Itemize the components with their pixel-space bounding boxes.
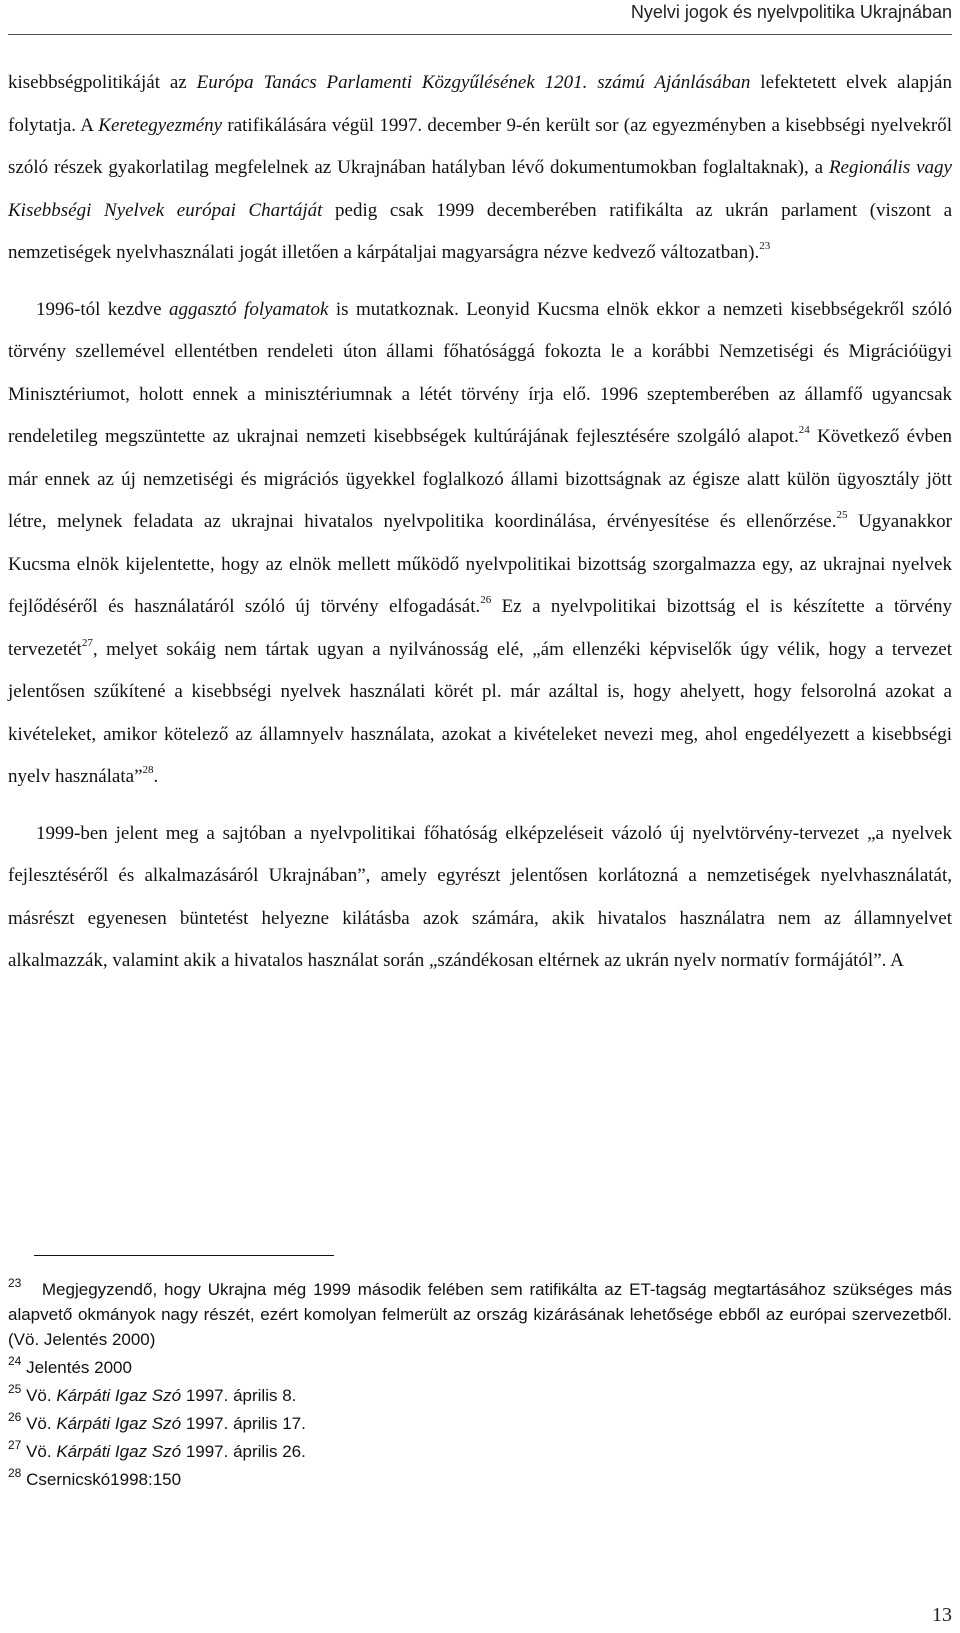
footnote-text: Vö. — [26, 1386, 57, 1405]
page-header — [0, 0, 960, 36]
header-divider — [8, 34, 952, 35]
footnote-ref-28[interactable]: 28 — [142, 764, 154, 776]
footnote-source: Kárpáti Igaz Szó — [56, 1386, 182, 1405]
footnote-26 — [8, 1411, 952, 1436]
text-run: kisebbségpolitikáját az — [8, 72, 197, 93]
page-number: 13 — [932, 1604, 952, 1626]
footnote-text: Vö. — [26, 1442, 57, 1461]
text-run: Ugyanakkor Kucsma elnök kijelentette, hogy az elnök mellett működő nyelvpolitikai bizottság szorgalmazza egy, az ukrajnai nyelvek fejlődéséről és használatáról szóló új törvény elfogadását. — [8, 511, 952, 617]
footnote-ref-27[interactable]: 27 — [81, 636, 93, 649]
footnote-number: 25 — [8, 1382, 22, 1396]
footnote-number: 28 — [8, 1466, 22, 1480]
paragraph-2 — [8, 289, 952, 799]
text-run: ratifikálására végül 1997. december 9-én került sor (az egyezményben a kisebbségi nyelvekről szóló részek gyakorlatilag megfelelnek az Ukrajnában hatályban lévő dokumentumokban foglaltaknak), a — [8, 114, 952, 178]
footnote-24 — [8, 1355, 952, 1380]
footnote-source: Kárpáti Igaz Szó — [56, 1442, 182, 1461]
paragraph-1 — [8, 62, 952, 275]
running-title: Nyelvi jogok és nyelvpolitika Ukrajnában — [630, 2, 952, 22]
italic-run: aggasztó folyamatok — [169, 298, 329, 320]
text-run: pedig csak 1999 decemberében ratifikálta az ukrán parlament (viszont a nemzetiségek nyelvhasználati jogát illetően a kárpátaljai magyarságra nézve kedvező változatban). — [8, 199, 953, 263]
text-run: ” — [134, 766, 143, 787]
footnote-28 — [8, 1467, 952, 1492]
footnote-text: Megjegyzendő, hogy Ukrajna még 1999 második felében sem ratifikálta az ET-tagság megtartásához szükséges más alapvető okmányok nagy részét, ezért komolyan felmerült az ország kizárásának lehetősége ebből az európai szervezetből. (Vö. Jelentés 2000) — [8, 1280, 952, 1349]
footnote-separator — [34, 1255, 334, 1256]
footnote-text: Jelentés 2000 — [26, 1358, 132, 1377]
text-run: Ez a nyelvpolitikai bizottság el is készítette a törvény tervezetét — [8, 596, 952, 660]
text-run: Következő évben már ennek az új nemzetiségi és migrációs ügyekkel foglalkozó állami bizottságnak az égisze alatt külön ügyosztály jött létre, melynek feladata az ukrajnai hivatalos nyelvpolitika koordinálása, érvényesítése és ellenőrzése. — [8, 426, 952, 532]
footnote-ref-25[interactable]: 25 — [836, 509, 848, 521]
footnote-ref-24[interactable]: 24 — [798, 424, 810, 436]
italic-run: Regionális vagy Kisebbségi Nyelvek európai Chartáját — [8, 157, 952, 221]
main-text — [8, 62, 952, 983]
italic-run: Európa Tanács Parlamenti Közgyűlésének 1201. számú Ajánlásában — [196, 72, 751, 93]
italic-run: Keretegyezmény — [98, 114, 223, 136]
footnote-source: Kárpáti Igaz Szó — [56, 1414, 182, 1433]
footnote-23 — [8, 1277, 952, 1352]
footnote-text: Vö. — [26, 1414, 57, 1433]
footnote-27 — [8, 1439, 952, 1464]
footnote-number: 24 — [8, 1354, 22, 1368]
text-run: is mutatkoznak. Leonyid Kucsma elnök ekkor a nemzeti kisebbségekről szóló törvény szellemével ellentétben rendeleti úton állami főhatósággá fokozta le a korábbi Nemzetiségi és Migrációügyi Minisztériumot, holott ennek a minisztériumnak a létét törvény írja elő. 1996 szeptemberében az államfő ugyancsak rendeletileg megszüntette az ukrajnai nemzeti kisebbségek kultúrájának fejlesztésére szolgáló alapot. — [8, 298, 952, 447]
footnote-date: 1997. április 26. — [181, 1442, 306, 1461]
footnote-ref-26[interactable]: 26 — [480, 594, 492, 606]
footnote-number: 23 — [8, 1276, 22, 1290]
footnote-ref-23[interactable]: 23 — [759, 240, 771, 252]
text-run: 1996-tól kezdve — [36, 298, 170, 320]
footnote-25 — [8, 1383, 952, 1408]
text-run: . — [153, 766, 159, 787]
footnotes — [8, 1277, 952, 1492]
paragraph-3: 1999-ben jelent meg a sajtóban a nyelvpolitikai főhatóság elképzeléseit vázoló új nyelvtörvény-tervezet „a nyelvek fejlesztéséről és alkalmazásáról Ukrajnában”, amely egyrészt jelentősen korlátozná a nemzetiségek nyelvhasználatát, másrészt egyenesen büntetést helyezne kilátásba azok számára, akik hivatalos használatra nem az államnyelvet alkalmazzák, valamint akik a hivatalos használat során „szándékosan eltérnek az ukrán nyelv normatív formájától”. A — [8, 822, 952, 971]
footnote-date: 1997. április 17. — [181, 1414, 306, 1433]
footnote-number: 26 — [8, 1410, 22, 1424]
footnote-date: 1997. április 8. — [181, 1386, 297, 1405]
text-run: lefektetett elvek alapján folytatja. A — [8, 72, 952, 136]
footnote-number: 27 — [8, 1438, 22, 1452]
footnote-text: Csernicskó1998:150 — [26, 1470, 182, 1489]
text-run: , melyet sokáig nem tártak ugyan a nyilvánosság elé, „ám ellenzéki képviselők úgy vélik, hogy a tervezet jelentősen szűkítené a kisebbségi nyelvek használati körét pl. már azáltal is, hogy ahelyett, hogy felsorolná azokat a kivételeket, amikor kötelező az államnyelv használata, azokat a kivételeket nevezi meg, ahol engedélyezett a kisebbségi nyelv használata — [8, 638, 952, 787]
